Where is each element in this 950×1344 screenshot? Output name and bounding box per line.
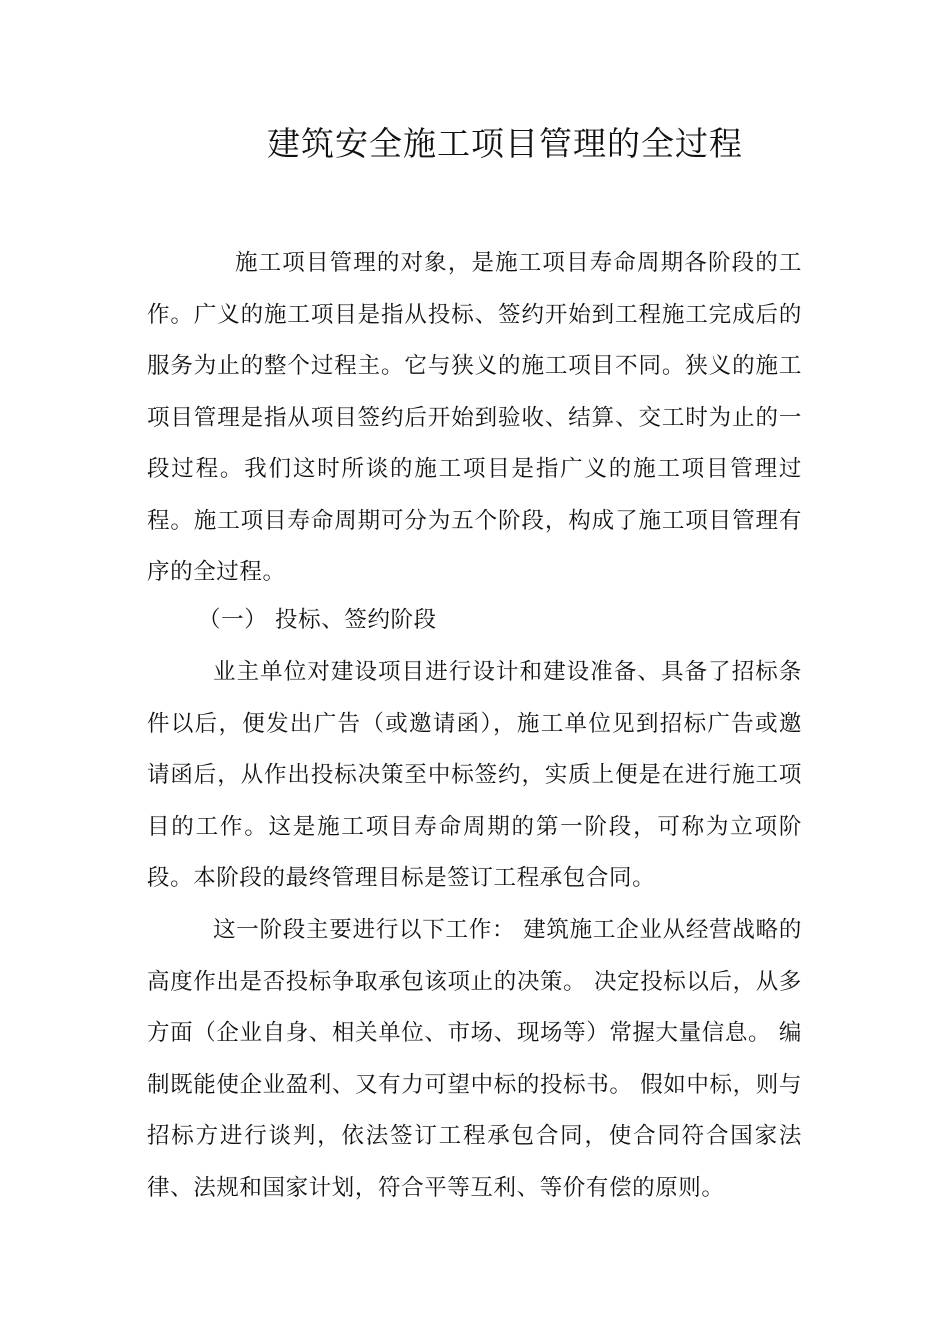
document-title: 建筑安全施工项目管理的全过程: [267, 124, 743, 163]
paragraph-stage-tasks: 这一阶段主要进行以下工作： 建筑施工企业从经营战略的高度作出是否投标争取承包该项止的决策。 决定投标以后，从多方面（企业自身、相关单位、市场、现场等）常握大量信息。 编制既能使企业盈利、又有力可望中标的投标书。 假如中标，则与招标方进行谈判，依法签订工程承包合同，使合同符合国家法律、法规和国家计划，符合平等互利、等价有偿的原则。: [147, 917, 802, 1201]
paragraph-bidding-stage: 业主单位对建设项目进行设计和建设准备、具备了招标条件以后，便发出广告（或邀请函），施工单位见到招标广告或邀请函后，从作出投标决策至中标签约，实质上便是在进行施工项目的工作。这是施工项目寿命周期的第一阶段，可称为立项阶段。本阶段的最终管理目标是签订工程承包合同。: [147, 659, 802, 891]
section-heading-bidding: （一） 投标、签约阶段: [198, 607, 437, 633]
paragraph-intro: 施工项目管理的对象，是施工项目寿命周期各阶段的工作。广义的施工项目是指从投标、签约开始到工程施工完成后的服务为止的整个过程主。它与狭义的施工项目不同。狭义的施工项目管理是指从项目签约后开始到验收、结算、交工时为止的一段过程。我们这时所谈的施工项目是指广义的施工项目管理过程。施工项目寿命周期可分为五个阶段，构成了施工项目管理有序的全过程。: [147, 250, 802, 585]
